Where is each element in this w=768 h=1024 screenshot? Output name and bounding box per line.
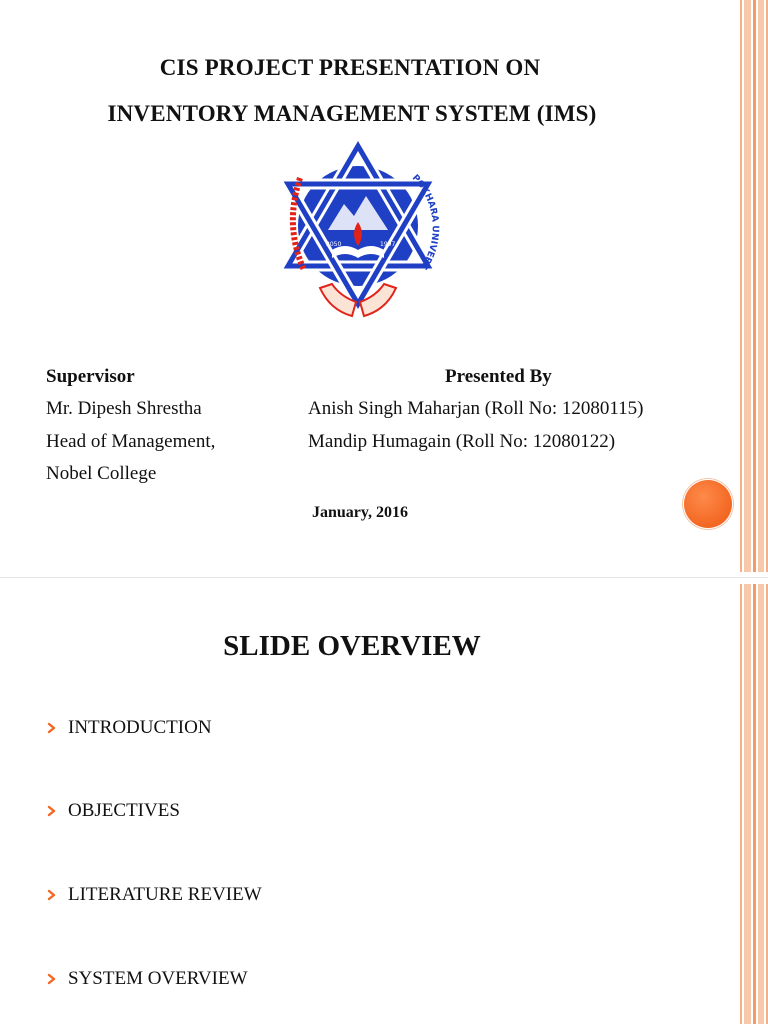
chevron-right-icon bbox=[46, 804, 58, 818]
slide-divider bbox=[0, 572, 768, 584]
presenter-1: Anish Singh Maharjan (Roll No: 12080115) bbox=[308, 398, 644, 419]
overview-slide bbox=[0, 584, 768, 1024]
list-item bbox=[46, 882, 262, 908]
pokhara-university-logo-icon bbox=[270, 138, 450, 334]
university-logo bbox=[270, 138, 450, 334]
chevron-right-icon bbox=[46, 721, 58, 735]
presentation-date: January, 2016 bbox=[312, 504, 409, 521]
supervisor-heading: Supervisor bbox=[46, 366, 135, 387]
overview-heading: SLIDE OVERVIEW bbox=[223, 630, 481, 662]
decorative-stripes bbox=[736, 0, 768, 572]
list-item bbox=[46, 966, 248, 992]
title-line-1: CIS PROJECT PRESENTATION ON bbox=[159, 55, 541, 80]
list-item-label: SYSTEM OVERVIEW bbox=[68, 968, 248, 989]
title-line-2: INVENTORY MANAGEMENT SYSTEM (IMS) bbox=[107, 101, 597, 126]
logo-year-right: 1997 bbox=[380, 241, 396, 248]
decorative-stripes bbox=[736, 584, 768, 1024]
chevron-right-icon bbox=[46, 888, 58, 902]
presented-by-heading: Presented By bbox=[445, 366, 552, 387]
list-item-label: INTRODUCTION bbox=[68, 717, 212, 738]
supervisor-role: Head of Management, bbox=[46, 431, 216, 452]
chevron-right-icon bbox=[46, 972, 58, 986]
logo-university-text: POKHARA UNIVERS bbox=[409, 173, 440, 272]
orange-circle-icon bbox=[684, 480, 732, 528]
supervisor-org: Nobel College bbox=[46, 463, 157, 484]
list-item-label: OBJECTIVES bbox=[68, 800, 180, 821]
list-item bbox=[46, 715, 212, 741]
presenter-2: Mandip Humagain (Roll No: 12080122) bbox=[308, 431, 616, 452]
list-item-label: LITERATURE REVIEW bbox=[68, 884, 262, 905]
logo-year-left: 2050 bbox=[326, 241, 342, 248]
supervisor-name: Mr. Dipesh Shrestha bbox=[46, 398, 202, 419]
list-item bbox=[46, 798, 180, 824]
